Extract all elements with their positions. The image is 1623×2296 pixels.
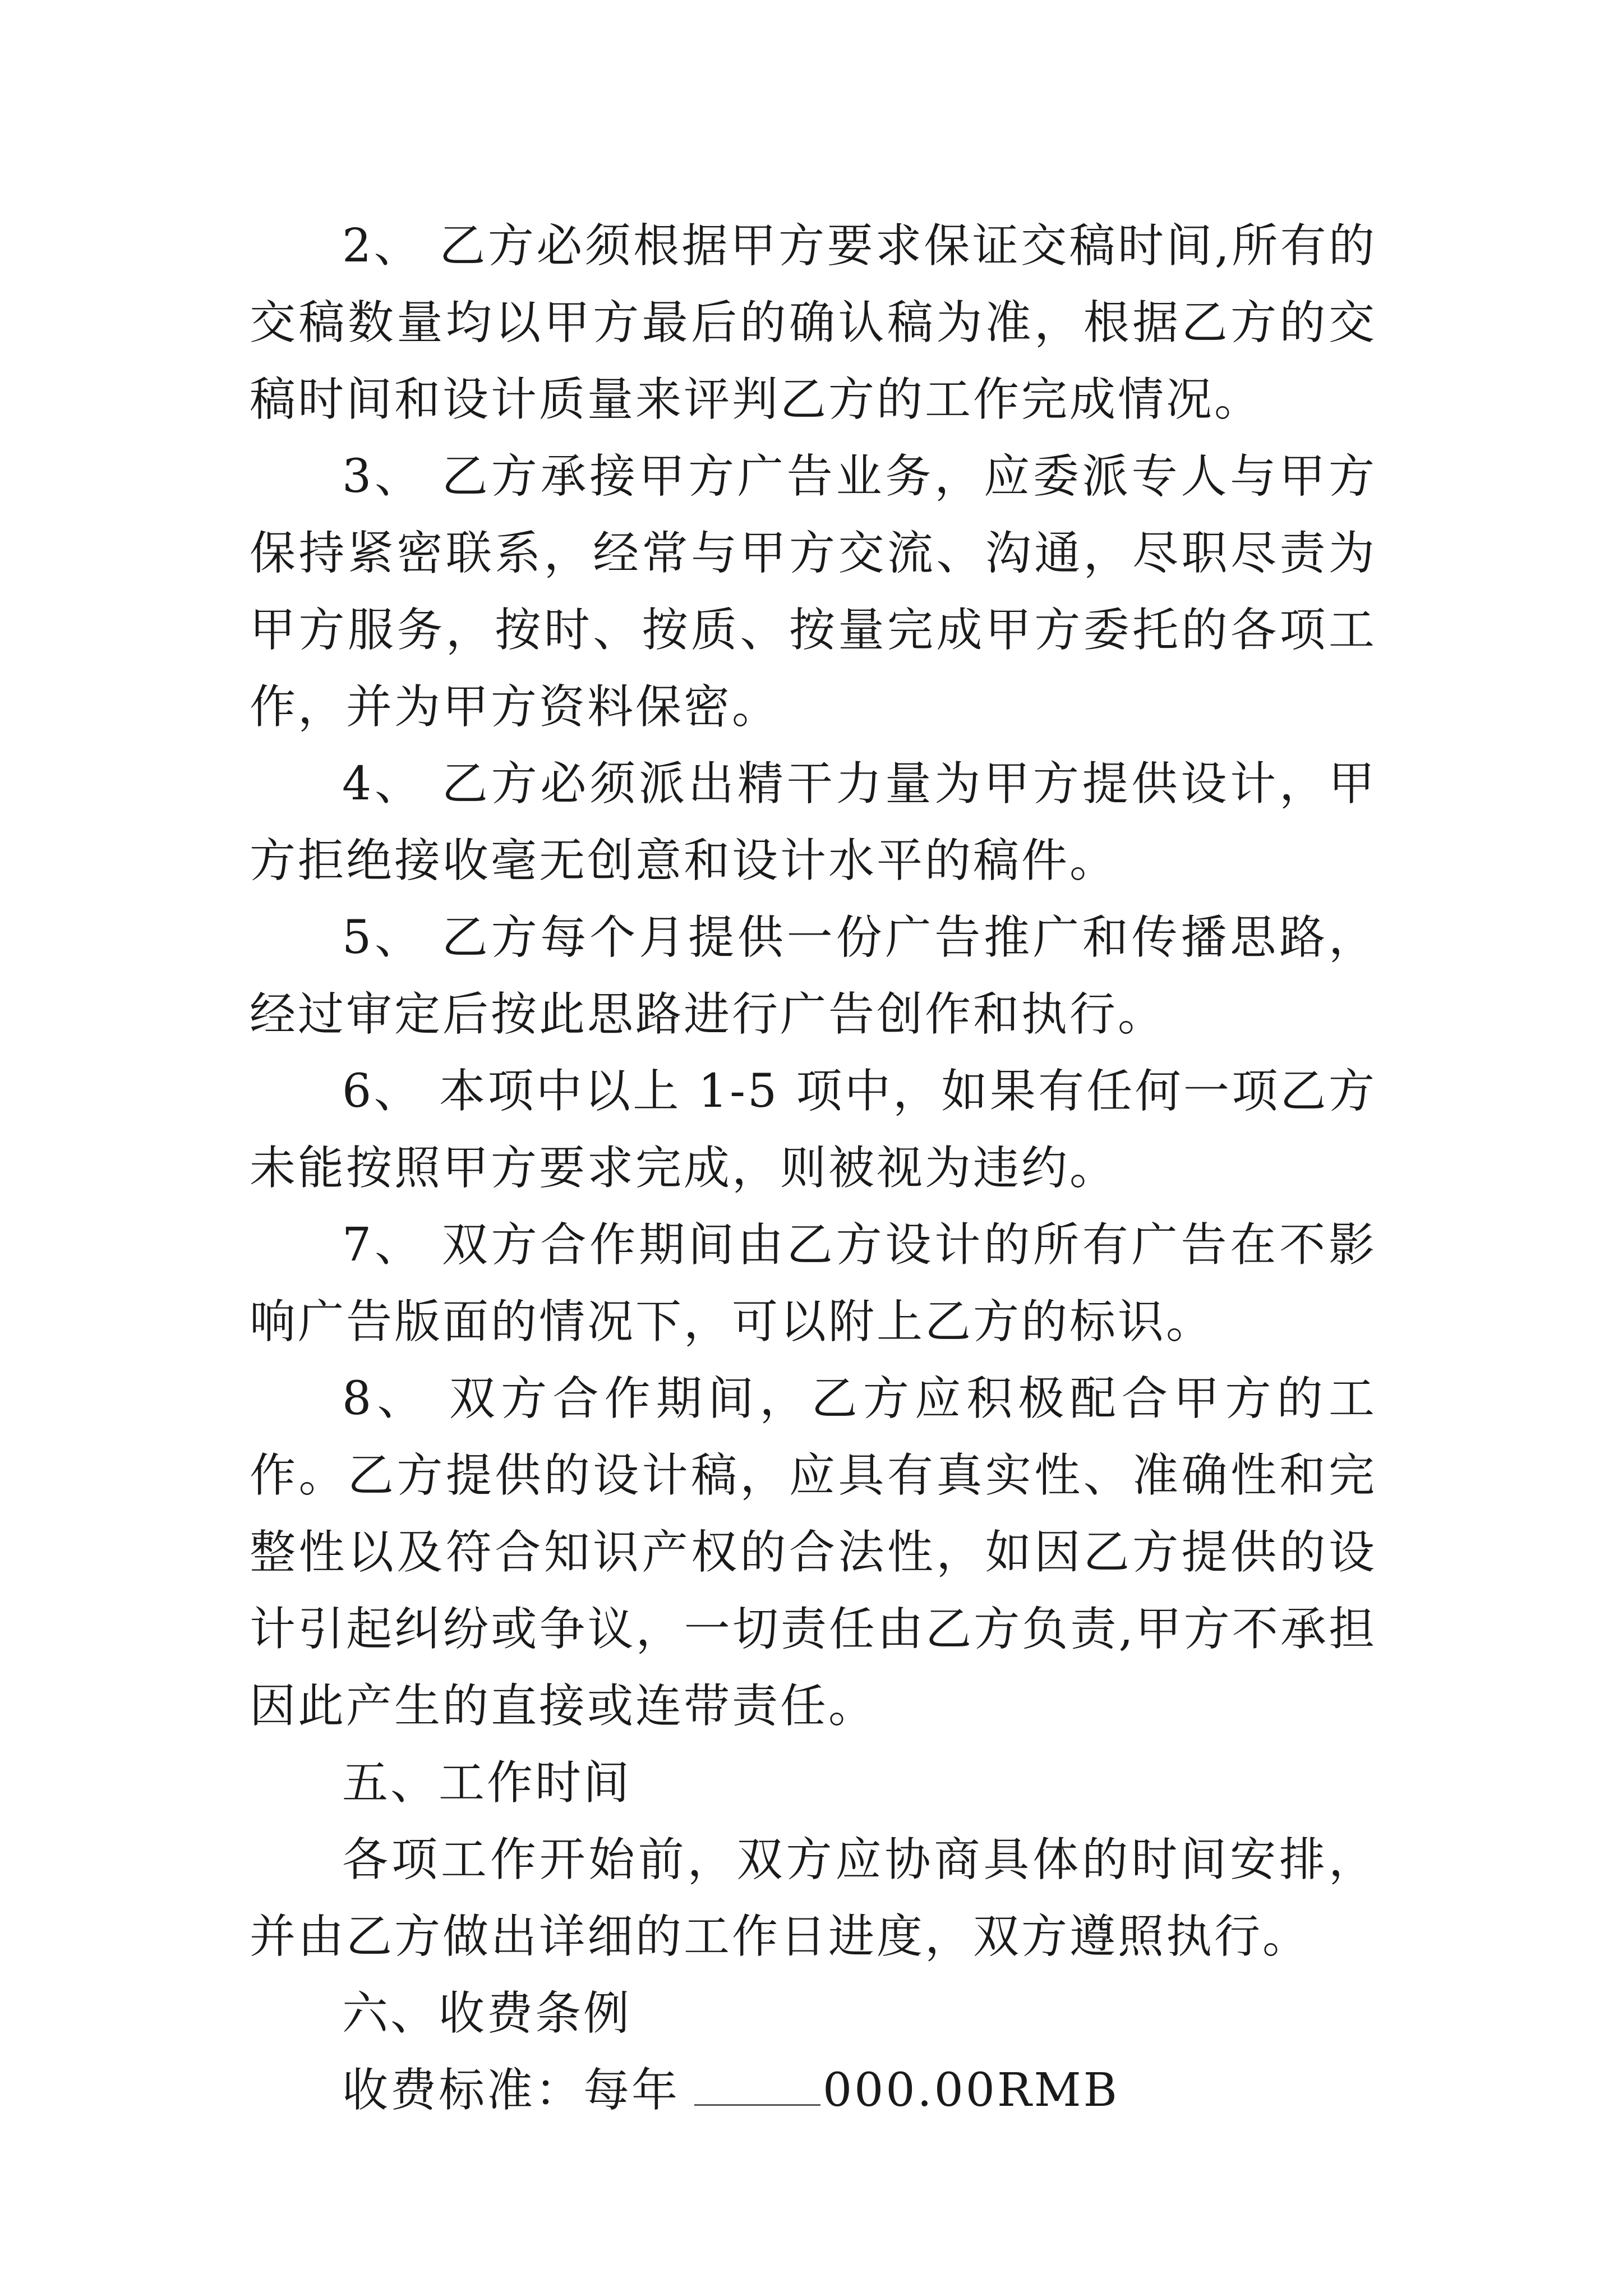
- fee-blank-line: [694, 2070, 820, 2106]
- clause-5: 5、 乙方每个月提供一份广告推广和传播思路，经过审定后按此思路进行广告创作和执行。: [250, 911, 1377, 1041]
- clause-3: 3、 乙方承接甲方广告业务，应委派专人与甲方保持紧密联系，经常与甲方交流、沟通，尽职尽责为甲方服务，按时、按质、按量完成甲方委托的各项工作，并为甲方资料保密。: [250, 450, 1377, 734]
- document-body: [250, 208, 1377, 2129]
- work-time-body: 各项工作开始前，双方应协商具体的时间安排，并由乙方做出详细的工作日进度，双方遵照执行。: [250, 1833, 1377, 1963]
- fee-amount: 000.00RMB: [823, 2064, 1119, 2117]
- fee-label: 收费标准：每年: [342, 2064, 680, 2117]
- clause-6: 6、 本项中以上 1-5 项中，如果有任何一项乙方未能按照甲方要求完成，则被视为违约。: [250, 1065, 1377, 1195]
- clause-8: 8、 双方合作期间，乙方应积极配合甲方的工作。乙方提供的设计稿，应具有真实性、准确性和完整性以及符合知识产权的合法性，如因乙方提供的设计引起纠纷或争议，一切责任由乙方负责,甲方不承担因此产生的直接或连带责任。: [250, 1372, 1377, 1733]
- fee-standard-line: [250, 2052, 1377, 2129]
- clause-7: 7、 双方合作期间由乙方设计的所有广告在不影响广告版面的情况下，可以附上乙方的标识。: [250, 1218, 1377, 1349]
- section-heading-work-time: 五、工作时间: [342, 1756, 632, 1810]
- clause-2: 2、 乙方必须根据甲方要求保证交稿时间,所有的交稿数量均以甲方最后的确认稿为准，根据乙方的交稿时间和设计质量来评判乙方的工作完成情况。: [250, 219, 1377, 426]
- clause-4: 4、 乙方必须派出精干力量为甲方提供设计，甲方拒绝接收毫无创意和设计水平的稿件。: [250, 757, 1377, 887]
- section-heading-fees: 六、收费条例: [342, 1987, 632, 2040]
